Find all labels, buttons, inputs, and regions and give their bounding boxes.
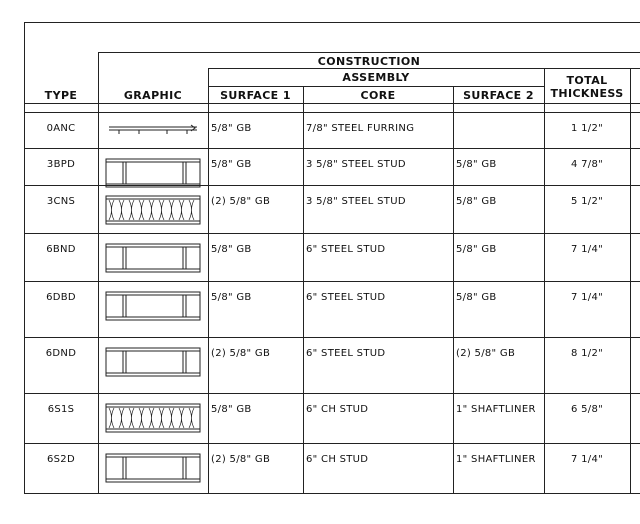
total-thickness-cell: 4 7/8" (570, 159, 604, 170)
surface1-cell: 5/8" GB (211, 292, 252, 303)
surface1-cell: 5/8" GB (211, 123, 252, 134)
stud-wall-graphic (105, 453, 201, 483)
total-thickness-cell: 7 1/4" (570, 292, 604, 303)
core-cell: 6" STEEL STUD (306, 292, 386, 303)
core-cell: 6" STEEL STUD (306, 348, 386, 359)
core-cell: 3 5/8" STEEL STUD (306, 159, 406, 170)
surface1-header: SURFACE 1 (220, 89, 291, 102)
total-thickness-cell: 5 1/2" (570, 196, 604, 207)
surface2-cell: 5/8" GB (456, 159, 497, 170)
surface2-cell: 5/8" GB (456, 292, 497, 303)
surface1-cell: 5/8" GB (211, 244, 252, 255)
row-divider (24, 393, 640, 394)
type-header: TYPE (44, 89, 78, 102)
table-bottom-border (24, 493, 640, 494)
core-cell: 7/8" STEEL FURRING (306, 123, 415, 134)
total-thickness-cell: 1 1/2" (570, 123, 604, 134)
stud-wall-graphic (105, 347, 201, 377)
row-divider (24, 443, 640, 444)
assembly-header: ASSEMBLY (342, 71, 410, 84)
table-top-border (24, 22, 640, 23)
core-cell: 6" CH STUD (306, 454, 369, 465)
surface2-cell: 5/8" GB (456, 244, 497, 255)
row-divider (24, 337, 640, 338)
surface1-cell: (2) 5/8" GB (211, 348, 271, 359)
total-thickness-cell: 8 1/2" (570, 348, 604, 359)
insulated-wall-graphic (105, 403, 201, 433)
surface2-cell: (2) 5/8" GB (456, 348, 516, 359)
total-thickness-cell: 7 1/4" (570, 244, 604, 255)
core-cell: 6" CH STUD (306, 404, 369, 415)
construction-header-line (98, 52, 640, 53)
assembly-header-line (208, 68, 640, 69)
row-divider (24, 281, 640, 282)
type-graphic-divider (98, 52, 99, 494)
type-cell: 6DBD (46, 292, 76, 303)
graphic-header: GRAPHIC (123, 89, 183, 102)
total-thickness-cell: 7 1/4" (570, 454, 604, 465)
type-cell: 6S1S (47, 404, 75, 415)
total-thickness-cell: 6 5/8" (570, 404, 604, 415)
type-cell: 0ANC (46, 123, 76, 134)
row-divider (24, 233, 640, 234)
stud-wall-graphic (105, 291, 201, 321)
core-cell: 6" STEEL STUD (306, 244, 386, 255)
surface1-cell: 5/8" GB (211, 404, 252, 415)
total-thickness-header (544, 74, 630, 100)
subheader-line (208, 86, 544, 87)
row-divider (24, 148, 640, 149)
spacer-row-line (24, 112, 640, 113)
surface2-header: SURFACE 2 (463, 89, 534, 102)
surface1-cell: (2) 5/8" GB (211, 454, 271, 465)
type-cell: 6S2D (47, 454, 75, 465)
type-cell: 6BND (46, 244, 76, 255)
type-cell: 6DND (45, 348, 77, 359)
furring-graphic (105, 122, 201, 136)
type-cell: 3BPD (46, 159, 76, 170)
surface1-cell: (2) 5/8" GB (211, 196, 271, 207)
total-header-line1: TOTAL (566, 74, 608, 87)
surface2-cell: 5/8" GB (456, 196, 497, 207)
surface1-cell: 5/8" GB (211, 159, 252, 170)
surface2-cell: 1" SHAFTLINER (456, 404, 536, 415)
core-cell: 3 5/8" STEEL STUD (306, 196, 406, 207)
insulated-wall-graphic (105, 195, 201, 225)
core-header: CORE (360, 89, 396, 102)
construction-header: CONSTRUCTION (317, 55, 421, 68)
header-bottom-line (24, 103, 640, 104)
stud-wall-graphic (105, 243, 201, 273)
total-header-line2: THICKNESS (550, 87, 624, 100)
type-cell: 3CNS (46, 196, 76, 207)
stud-wall-graphic (105, 158, 201, 188)
surface2-cell: 1" SHAFTLINER (456, 454, 536, 465)
